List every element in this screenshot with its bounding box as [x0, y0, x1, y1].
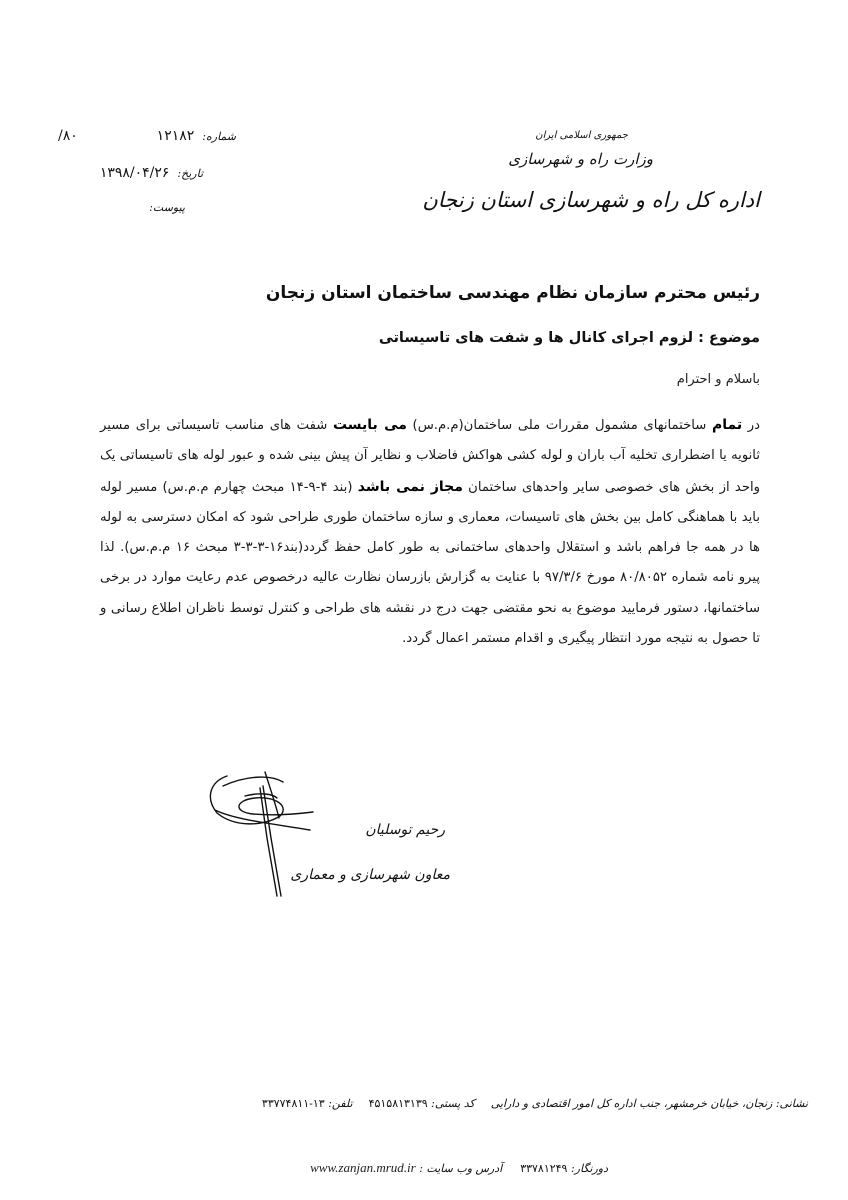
signature-stroke: [223, 777, 283, 786]
footer-contact-line: [310, 1160, 608, 1176]
letter-date-value: ۱۳۹۸/۰۴/۲۶: [99, 165, 170, 181]
subject-line: موضوع : لزوم اجرای کانال ها و شفت های تاسیساتی: [378, 330, 760, 346]
footer-address-value: زنجان، خیابان خرمشهر، جنب اداره کل امور اقتصادی و دارایی: [490, 1097, 773, 1110]
body-emphasis: می بایست: [332, 417, 407, 433]
body-emphasis: مجاز نمی باشد: [357, 478, 463, 495]
letterhead-country: جمهوری اسلامی ایران: [535, 130, 628, 141]
body-emphasis: تمام: [711, 417, 743, 433]
footer-postal-value: ۴۵۱۵۸۱۳۱۳۹: [368, 1097, 428, 1110]
greeting-line: باسلام و احترام: [676, 372, 760, 387]
footer-phone: [262, 1097, 353, 1110]
letter-body: [100, 410, 760, 654]
footer-fax-value: ۳۳۷۸۱۲۴۹: [520, 1162, 568, 1175]
footer-address-line: [262, 1097, 808, 1110]
footer-website: [310, 1160, 502, 1176]
recipient-line: رئیس محترم سازمان نظام مهندسی ساختمان استان زنجان: [265, 283, 760, 303]
footer-address: [491, 1097, 808, 1110]
body-text-segment: (بند ۴-۹-۱۴ مبحث چهارم م.م.س) مسیر لوله باید با هماهنگی کامل بین بخش های تاسیسات، معماری و سازه ساختمان طوری طراحی شود که امکان دسترسی به لوله ها در همه جا فراهم باشد و استقلال واحدهای ساختمانی به طور کامل حفظ گردد(بند۱۶-۳-۳-۳ مبحث ۱۶ م.م.س). لذا پیرو نامه شماره ۸۰/۸۰۵۲ مورخ ۹۷/۳/۶ با عنایت به گزارش بازرسان نظارت عالیه درخصوص عدم رعایت موارد در برخی ساختمانها، دستور فرمایید موضوع به نحو مقتضی جهت درج در نقشه های طراحی و کنترل توسط ناظران اطلاع رسانی و تا حصول به نتیجه مورد انتظار پیگیری و اقدام مستمر اعمال گردد.: [100, 479, 760, 647]
footer-fax-label: دورنگار:: [570, 1162, 608, 1175]
footer-postal-label: کد پستی:: [431, 1097, 475, 1110]
signer-title: معاون شهرسازی و معماری: [290, 867, 450, 883]
body-text-segment: ساختمانهای مشمول مقررات ملی ساختمان(م.م.س): [406, 418, 712, 433]
footer-phone-value: ۱۳-۳۳۷۷۴۸۱۱: [261, 1097, 325, 1110]
footer-address-label: نشانی:: [775, 1097, 808, 1110]
body-text-segment: شفت های مناسب تاسیساتی برای مسیر ثانویه یا اضطراری تخلیه آب باران و لوله کشی هواکش فاضلاب و نظایر آن پیش بینی شده و عبور لوله های تاسیساتی یک واحد از بخش های خصوصی سایر واحدهای ساختمان: [100, 418, 761, 495]
signer-name: رحیم توسلیان: [365, 822, 445, 838]
footer-postal: [369, 1097, 475, 1110]
letter-attachment-label: پیوست:: [149, 201, 185, 214]
letter-number-value: ۱۲۱۸۲: [156, 128, 195, 144]
letter-number-label: شماره:: [202, 130, 236, 143]
footer-fax: [520, 1162, 608, 1175]
letter-number-suffix: ۸۰/: [58, 128, 78, 144]
letter-date-row: [100, 165, 203, 181]
letter-number-row: [157, 128, 236, 144]
letterhead-department: اداره کل راه و شهرسازی استان زنجان: [422, 188, 760, 212]
footer-phone-label: تلفن:: [328, 1097, 353, 1110]
letterhead-ministry: وزارت راه و شهرسازی: [508, 150, 653, 168]
body-text-segment: در: [742, 418, 761, 433]
letter-attachment-row: [141, 201, 185, 214]
footer-website-link[interactable]: www.zanjan.mrud.ir: [310, 1160, 416, 1175]
footer-website-label: آدرس وب سایت :: [419, 1162, 503, 1175]
letter-date-label: تاریخ:: [177, 167, 203, 180]
